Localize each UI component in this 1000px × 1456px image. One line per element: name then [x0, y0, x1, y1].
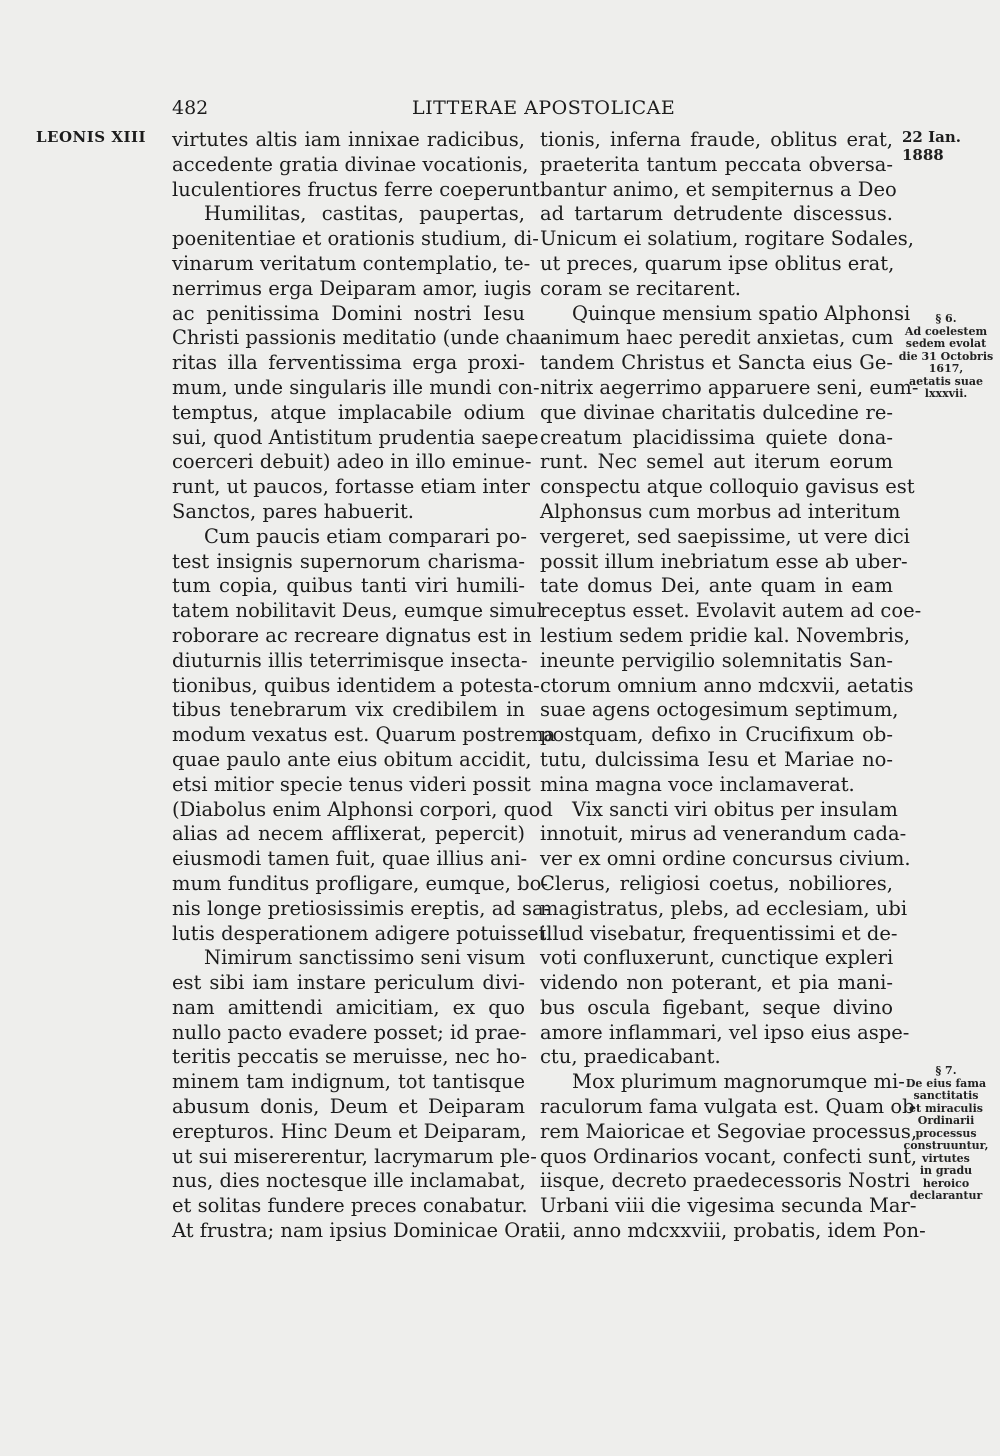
text-line: videndo non poterant, et pia mani-	[540, 971, 893, 995]
text-line: iisque, decreto praedecessoris Nostri	[540, 1169, 911, 1193]
text-line: ctu, praedicabant.	[540, 1045, 721, 1069]
text-line: Quinque mensium spatio Alphonsi	[572, 301, 911, 325]
text-line: virtutes altis iam innixae radicibus,	[172, 128, 525, 151]
margin-note-line: § 6.	[935, 312, 957, 325]
text-line: Christi passionis meditatio (unde cha-	[172, 326, 548, 350]
text-line: Clerus, religiosi coetus, nobiliores,	[540, 871, 893, 895]
text-line: tatem nobilitavit Deus, eumque simul	[172, 599, 543, 623]
margin-note-line: construuntur,	[903, 1139, 989, 1152]
text-line: illud visebatur, frequentissimi et de-	[540, 921, 898, 945]
text-line: ctorum omnium anno mdcxvii, aetatis	[540, 673, 914, 697]
text-line: etsi mitior specie tenus videri possit	[172, 772, 531, 796]
text-line: ineunte pervigilio solemnitatis San-	[540, 648, 893, 672]
text-line: mum funditus profligare, eumque, bo-	[172, 871, 548, 895]
text-line: erepturos. Hinc Deum et Deiparam,	[172, 1119, 527, 1143]
margin-note-line: aetatis suae	[909, 374, 983, 388]
text-line: nis longe pretiosissimis ereptis, ad sa-	[172, 896, 551, 920]
margin-note-section-7	[897, 1065, 995, 1203]
running-head: LITTERAE APOSTOLICAE	[412, 97, 676, 119]
text-line: nam amittendi amicitiam, ex quo	[172, 995, 525, 1019]
text-line: tum copia, quibus tanti viri humili-	[172, 574, 525, 598]
text-line: praeterita tantum peccata obversa-	[540, 152, 893, 176]
text-line: rem Maioricae et Segoviae processus,	[540, 1119, 918, 1143]
text-line: roborare ac recreare dignatus est in	[172, 623, 532, 647]
text-line: Vix sancti viri obitus per insulam	[572, 797, 898, 821]
text-line: vinarum veritatum contemplatio, te-	[172, 251, 531, 275]
text-line: minem tam indignum, tot tantisque	[172, 1070, 525, 1094]
text-line: mina magna voce inclamaverat.	[540, 772, 855, 796]
text-line: mum, unde singularis ille mundi con-	[172, 375, 540, 399]
text-line: alias ad necem afflixerat, pepercit)	[172, 822, 525, 846]
text-line: poenitentiae et orationis studium, di-	[172, 227, 539, 251]
text-column-left	[172, 128, 556, 1244]
margin-note-line: heroico	[922, 1176, 970, 1190]
text-line: bantur animo, et sempiternus a Deo	[540, 177, 897, 201]
margin-note-line: declarantur	[909, 1189, 983, 1202]
margin-note-line: sanctitatis	[913, 1089, 979, 1102]
margin-note-line: Ad coelestem	[904, 324, 988, 338]
margin-note-line: 1617,	[928, 362, 964, 375]
text-line: tionis, inferna fraude, oblitus erat,	[540, 128, 893, 151]
text-line: coram se recitarent.	[540, 276, 741, 300]
margin-note-section-6	[897, 313, 995, 401]
margin-note-line: Ordinarii	[917, 1114, 975, 1127]
text-line: nerrimus erga Deiparam amor, iugis	[172, 276, 532, 300]
text-line: postquam, defixo in Crucifixum ob-	[540, 723, 893, 747]
text-line: tibus tenebrarum vix credibilem in	[172, 698, 525, 722]
margin-note-line: sedem evolat	[905, 337, 987, 350]
text-line: ver ex omni ordine concursus civium.	[540, 847, 911, 871]
text-line: Alphonsus cum morbus ad interitum	[540, 499, 901, 523]
margin-label-pope: LEONIS XIII	[36, 128, 147, 146]
margin-note-line: processus	[915, 1126, 977, 1140]
text-line: nitrix aegerrimo apparuere seni, eum-	[540, 375, 919, 399]
margin-note-line: in gradu	[919, 1164, 973, 1177]
margin-note-line: lxxxvii.	[924, 387, 968, 400]
text-line: runt. Nec semel aut iterum eorum	[540, 450, 893, 474]
text-line: Unicum ei solatium, rogitare Sodales,	[540, 227, 914, 251]
text-line: lutis desperationem adigere potuisset.	[172, 921, 553, 945]
text-line: (Diabolus enim Alphonsi corpori, quod	[172, 797, 553, 821]
text-line: est sibi iam instare periculum divi-	[172, 971, 525, 995]
text-line: ut preces, quarum ipse oblitus erat,	[540, 251, 895, 275]
text-line: Mox plurimum magnorumque mi-	[572, 1070, 905, 1094]
text-column-right	[540, 128, 926, 1244]
margin-note-line: et miraculis	[909, 1101, 983, 1115]
text-line: voti confluxerunt, cunctique expleri	[540, 946, 894, 970]
text-line: tii, anno mdcxxviii, probatis, idem Pon-	[540, 1219, 926, 1243]
text-line: teritis peccatis se meruisse, nec ho-	[172, 1045, 527, 1069]
text-line: Nimirum sanctissimo seni visum	[204, 946, 526, 970]
text-line: nullo pacto evadere posset; id prae-	[172, 1020, 527, 1044]
text-line: ritas illa ferventissima erga proxi-	[172, 351, 525, 375]
margin-note-line: die 31 Octobris	[898, 349, 994, 363]
text-line: tate domus Dei, ante quam in eam	[540, 574, 893, 598]
margin-date: 22 Ian. 1888	[902, 128, 961, 164]
text-line: amore inflammari, vel ipso eius aspe-	[540, 1020, 910, 1044]
text-line: suae agens octogesimum septimum,	[540, 698, 899, 722]
margin-note-line: De eius fama	[905, 1076, 987, 1090]
text-line: abusum donis, Deum et Deiparam	[172, 1095, 525, 1119]
text-line: Sanctos, pares habuerit.	[172, 499, 414, 523]
text-line: vergeret, sed saepissime, ut vere dici	[540, 524, 910, 548]
text-line: runt, ut paucos, fortasse etiam inter	[172, 475, 530, 499]
text-line: temptus, atque implacabile odium	[172, 400, 525, 424]
text-line: que divinae charitatis dulcedine re-	[540, 400, 893, 424]
text-line: tutu, dulcissima Iesu et Mariae no-	[540, 747, 893, 771]
text-line: creatum placidissima quiete dona-	[540, 425, 893, 449]
text-line: accedente gratia divinae vocationis,	[172, 152, 529, 176]
text-line: quos Ordinarios vocant, confecti sunt,	[540, 1144, 918, 1168]
text-line: raculorum fama vulgata est. Quam ob	[540, 1095, 915, 1119]
text-line: quae paulo ante eius obitum accidit,	[172, 747, 532, 771]
text-line: eiusmodi tamen fuit, quae illius ani-	[172, 847, 528, 871]
text-line: modum vexatus est. Quarum postrema	[172, 723, 556, 747]
text-line: ac penitissima Domini nostri Iesu	[172, 301, 525, 325]
text-line: magistratus, plebs, ad ecclesiam, ubi	[540, 896, 908, 920]
text-line: diuturnis illis teterrimisque insecta-	[172, 648, 528, 672]
text-line: innotuit, mirus ad venerandum cada-	[540, 822, 907, 846]
text-line: test insignis supernorum charisma-	[172, 549, 525, 573]
text-line: coerceri debuit) adeo in illo eminue-	[172, 450, 532, 474]
text-line: et solitas fundere preces conabatur.	[172, 1194, 528, 1218]
page-number: 482	[172, 97, 209, 119]
text-line: nus, dies noctesque ille inclamabat,	[172, 1169, 526, 1193]
text-line: receptus esset. Evolavit autem ad coe-	[540, 599, 922, 623]
text-line: animum haec peredit anxietas, cum	[540, 326, 894, 350]
text-line: Humilitas, castitas, paupertas,	[204, 202, 525, 226]
margin-note-line: virtutes	[922, 1151, 970, 1165]
text-line: Urbani viii die vigesima secunda Mar-	[540, 1194, 917, 1218]
text-line: tandem Christus et Sancta eius Ge-	[540, 351, 893, 375]
text-line: Cum paucis etiam comparari po-	[204, 524, 527, 548]
text-line: luculentiores fructus ferre coeperunt.	[172, 177, 546, 201]
text-line: ut sui misererentur, lacrymarum ple-	[172, 1144, 537, 1168]
text-line: ad tartarum detrudente discessus.	[540, 202, 893, 226]
text-line: conspectu atque colloquio gavisus est	[540, 475, 915, 499]
text-line: tionibus, quibus identidem a potesta-	[172, 673, 540, 697]
text-line: bus oscula figebant, seque divino	[540, 995, 893, 1019]
text-line: possit illum inebriatum esse ab uber-	[540, 549, 908, 573]
text-line: sui, quod Antistitum prudentia saepe	[172, 425, 539, 449]
text-line: At frustra; nam ipsius Dominicae Ora-	[172, 1219, 548, 1243]
text-line: lestium sedem pridie kal. Novembris,	[540, 623, 911, 647]
margin-note-line: § 7.	[935, 1064, 957, 1077]
